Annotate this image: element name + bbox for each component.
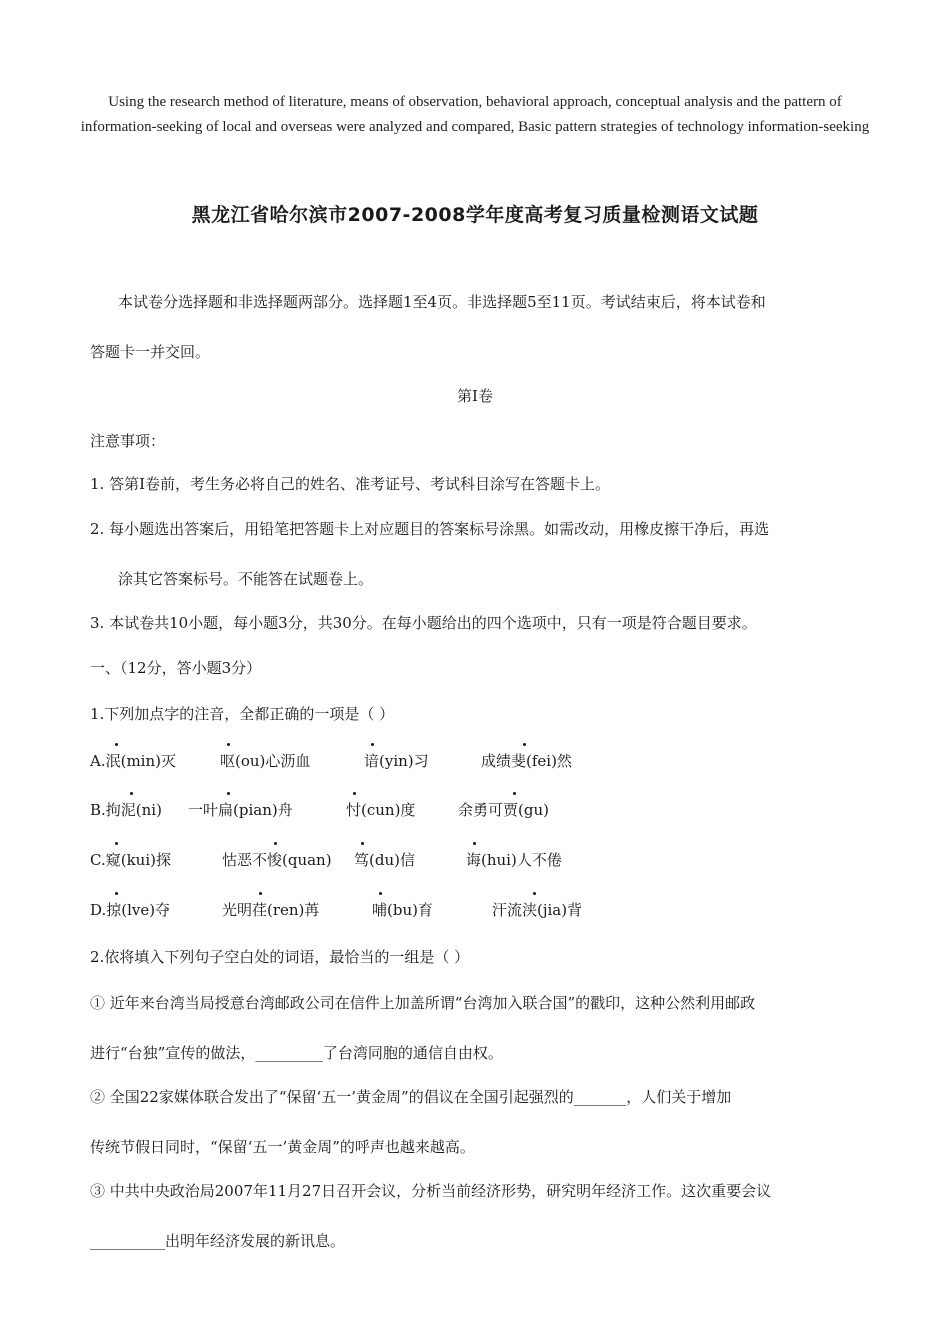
- q1-option-b-4: 余勇可贾(gu): [458, 801, 549, 819]
- q2-sentence-1-line-2: 进行“台独”宣传的做法，_________了台湾同胞的通信自由权。: [90, 1044, 503, 1062]
- emphasis-dot: [379, 892, 382, 895]
- header-text: Using the research method of literature, means of observation, behavioral approach, conceptual analysis and the pattern of information-seeking of local and overseas were analyzed and compared, Basic pattern strategies of technology information-seeking: [80, 94, 870, 135]
- q1-option-d-1: D.掠(lve)夺: [90, 901, 171, 919]
- q2-sentence-2-line-1: ② 全国22家媒体联合发出了“保留‘五一’黄金周”的倡议在全国引起强烈的_______，人们关于增加: [90, 1088, 732, 1106]
- emphasis-dot: [473, 842, 476, 845]
- q1-option-d-4: 汗流浃(jia)背: [492, 901, 583, 919]
- q1-option-a-2: 呕(ou)心沥血: [220, 752, 311, 770]
- note-item-2-line-2: 涂其它答案标号。不能答在试题卷上。: [118, 570, 374, 588]
- q1-option-a-3: 谙(yin)习: [364, 752, 429, 770]
- q2-sentence-2-line-2: 传统节假日同时，“保留‘五一’黄金周”的呼声也越来越高。: [90, 1138, 475, 1156]
- q1-option-c-1: C.窥(kui)探: [90, 851, 171, 869]
- note-item-1: 1. 答第Ⅰ卷前，考生务必将自己的姓名、准考证号、考试科目涂写在答题卡上。: [90, 475, 611, 493]
- q1-option-c-3: 笃(du)信: [354, 851, 415, 869]
- emphasis-dot: [513, 792, 516, 795]
- q1-option-d-3: 哺(bu)育: [372, 901, 433, 919]
- note-item-3: 3. 本试卷共10小题，每小题3分，共30分。在每小题给出的四个选项中，只有一项是符合题目要求。: [90, 614, 757, 632]
- q1-option-a-4: 成绩斐(fei)然: [481, 752, 572, 770]
- emphasis-dot: [259, 892, 262, 895]
- q2-stem: 2.依将填入下列句子空白处的词语，最恰当的一组是（ ）: [90, 948, 470, 966]
- q1-option-b-3: 忖(cun)度: [346, 801, 416, 819]
- q1-option-d-2: 光明荏(ren)苒: [222, 901, 320, 919]
- notes-heading: 注意事项：: [90, 432, 166, 450]
- emphasis-dot: [274, 842, 277, 845]
- page-title: 黑龙江省哈尔滨市2007-2008学年度高考复习质量检测语文试题: [191, 204, 759, 226]
- q1-stem: 1.下列加点字的注音，全都正确的一项是（ ）: [90, 705, 395, 723]
- q1-option-a-1: A.泯(min)灭: [90, 752, 176, 770]
- section-title: 第Ⅰ卷: [457, 387, 493, 405]
- intro-line-2: 答题卡一并交回。: [90, 343, 211, 361]
- emphasis-dot: [115, 842, 118, 845]
- q1-option-c-4: 诲(hui)人不倦: [466, 851, 562, 869]
- emphasis-dot: [227, 743, 230, 746]
- q2-sentence-1-line-1: ① 近年来台湾当局授意台湾邮政公司在信件上加盖所谓“台湾加入联合国”的戳印，这种公然利用邮政: [90, 994, 756, 1012]
- intro-line-1: 本试卷分选择题和非选择题两部分。选择题1至4页。非选择题5至11页。考试结束后，将本试卷和: [118, 293, 766, 311]
- emphasis-dot: [533, 892, 536, 895]
- q1-option-b-2: 一叶扁(pian)舟: [188, 801, 293, 819]
- emphasis-dot: [371, 743, 374, 746]
- emphasis-dot: [227, 792, 230, 795]
- emphasis-dot: [361, 842, 364, 845]
- emphasis-dot: [130, 792, 133, 795]
- q2-sentence-3-line-2: __________出明年经济发展的新讯息。: [90, 1232, 346, 1250]
- emphasis-dot: [115, 892, 118, 895]
- part1-heading: 一、（12分，答小题3分）: [90, 659, 262, 677]
- note-item-2-line-1: 2. 每小题选出答案后，用铅笔把答题卡上对应题目的答案标号涂黑。如需改动，用橡皮擦干净后，再选: [90, 520, 770, 538]
- q1-option-c-2: 怙恶不悛(quan): [222, 851, 332, 869]
- q2-sentence-3-line-1: ③ 中共中央政治局2007年11月27日召开会议，分析当前经济形势，研究明年经济工作。这次重要会议: [90, 1182, 772, 1200]
- emphasis-dot: [353, 792, 356, 795]
- q1-option-b-1: B.拘泥(ni): [90, 801, 162, 819]
- emphasis-dot: [115, 743, 118, 746]
- emphasis-dot: [523, 743, 526, 746]
